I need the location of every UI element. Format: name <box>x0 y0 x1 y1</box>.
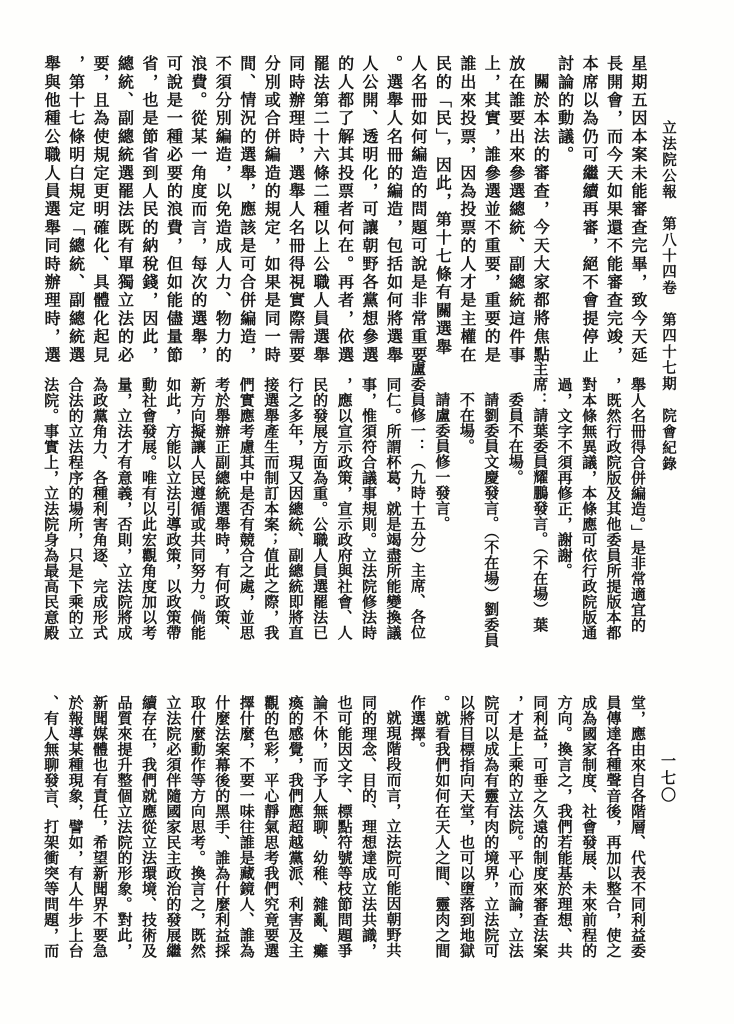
text-column: 如此，方能以立法引導政策，以政策帶 <box>164 376 183 640</box>
text-column: 舉人名冊得合併編造。」是非常適宜的 <box>629 376 647 633</box>
text-column: 間、情況的選舉，應該是可合併編造， <box>237 55 257 365</box>
text-column: 可說是一種必要的浪費，但如能儘量節 <box>164 55 184 365</box>
text-column: 過，文字不須再修正，謝謝。 <box>555 376 574 578</box>
text-column: 要，且為使規定更明確化、具體化起見 <box>91 55 111 365</box>
text-register-top <box>36 37 650 387</box>
text-column: 關於本法的審查，今天大家都將焦點 <box>531 73 551 365</box>
text-column: 本席以為仍可繼續再審，絕不會提停止 <box>580 55 600 365</box>
text-column: 取什麼動作等方向思考。換言之，既然 <box>188 694 207 958</box>
text-register-bottom <box>36 679 650 979</box>
text-column: 人公開、透明化，可讓朝野各黨想參選 <box>360 55 380 365</box>
text-column: 同仁。所謂杯葛，就是竭盡所能變換議 <box>384 376 403 640</box>
text-column: 品質來提升整個立法院的形象。對此， <box>115 694 134 958</box>
text-column: 立法院必須伴隨國家民主政治的發展繼 <box>164 694 183 958</box>
text-column: 為政黨角力、各種利害角逐、完成形式 <box>91 376 110 640</box>
text-column: 同利益，可垂之久遠的制度來審查法案 <box>531 694 550 958</box>
text-column: 對本條無異議，本條應可依行政院版通 <box>580 376 599 640</box>
text-column: 上，其實，誰參選並不重要，重要的是 <box>482 55 502 365</box>
text-column: 擇什麼，不要一味往誰是藏鏡人、誰為 <box>237 694 256 958</box>
text-column: 院可以成為有靈有肉的境界，立法院可 <box>482 694 501 958</box>
text-column: ，才是上乘的立法院。平心而論，立法 <box>506 694 525 958</box>
text-column: 動社會發展。唯有以此宏觀角度加以考 <box>139 376 158 640</box>
text-column: 分別或合併編造的規定，如果是同一時 <box>262 55 282 365</box>
text-column: 人名冊如何編造的問題可說是非常重要 <box>408 55 428 365</box>
text-column: 放在誰要出來參選總統、副總統這件事 <box>506 55 526 365</box>
text-column: 什麼法案幕後的黑手、誰為什麼利益採 <box>213 694 232 958</box>
text-column: 就現階段而言，立法院可能因朝野共 <box>384 710 403 958</box>
text-column: 堂，應由來自各階層、代表不同利益委 <box>629 694 647 958</box>
text-column: 接選舉產生而制訂本案；值此之際，我 <box>262 376 281 640</box>
text-column: 不須分別編造，以免造成人力、物力的 <box>213 55 233 365</box>
text-column: 不在場。 <box>457 392 476 454</box>
text-column: 行之多年，現又因總統、副總統即將直 <box>286 376 305 640</box>
text-column: 於報導某種現象，譬如，有人牛步上台 <box>66 694 85 958</box>
text-column: 長開會，而今天如果還不能審查完竣， <box>604 55 624 365</box>
text-column: 總統、副總統選罷法既有單獨立法的必 <box>115 55 135 365</box>
text-column: ，第十七條明白規定「總統、副總統選 <box>66 55 86 365</box>
text-column: 主席：請葉委員耀鵬發言。（不在場）葉 <box>531 361 550 633</box>
gazette-masthead: 立法院公報 第八十四卷 第四十七期 院會紀錄 <box>660 120 676 472</box>
text-column: 作選擇。 <box>408 694 427 757</box>
text-column: 。就看我們如何在天人之間、靈肉之間 <box>433 694 452 958</box>
text-column: 同的理念、目的、理想達成立法共識， <box>360 694 379 958</box>
page-number: 一七〇 <box>659 753 677 804</box>
text-column: 合法的立法程序的場所，只是下乘的立 <box>66 376 85 640</box>
text-column: 浪費。從某一角度而言，每次的選舉， <box>188 55 208 365</box>
text-column: 同時辦理時，選舉人名冊得視實際需要 <box>286 55 306 365</box>
text-column: 新方向擬讓人民遵循或共同努力。倘能 <box>188 376 207 640</box>
text-column: ，應以宣示政策，宣示政府與社會、人 <box>335 376 354 640</box>
text-column: 成為國家制度、社會發展、未來前程的 <box>580 694 599 958</box>
text-column: ，既然行政院版及其他委員所提版本都 <box>604 376 623 640</box>
text-column: 星期五因本案未能審查完畢，致今天延 <box>629 55 648 365</box>
text-column: 方向。換言之，我們若能基於理想、共 <box>555 694 574 958</box>
text-column: 罷法第二十六條二種以上公職人員選舉 <box>311 55 331 365</box>
text-column: 考於舉辦正副總統選舉時，有何政策、 <box>213 376 232 640</box>
text-column: 量，立法才有意義，否則，立法院將成 <box>115 376 134 640</box>
text-column: 們實應考慮其中是否有競合之處，並思 <box>237 376 256 640</box>
text-column: 法院。事實上，立法院身為最高民意殿 <box>42 376 61 640</box>
text-column: 觀的色彩，平心靜氣思考我們究竟要選 <box>262 694 281 958</box>
text-column: 續存在，我們就應從立法環境、技術及 <box>139 694 158 958</box>
text-column: 省，也是節省到人民的納稅錢，因此， <box>139 55 159 365</box>
text-column: 的人都了解其投票者何在。再者，依選 <box>335 55 355 365</box>
text-column: 請劉委員文慶發言。（不在場）劉委員 <box>482 392 501 648</box>
text-column: 新聞媒體也有責任，希望新聞界不要急 <box>91 694 110 958</box>
text-column: 盧委員修一：（九時十五分）主席、各位 <box>408 361 427 640</box>
text-column: 舉與他種公職人員選舉同時辦理時，選 <box>42 55 62 365</box>
text-column: 民的「民」，因此，第十七條有關選舉 <box>433 55 453 357</box>
text-column: 也可能因文字、標點符號等枝節問題爭 <box>335 694 354 958</box>
text-column: 民的發展方面為重。公職人員選罷法已 <box>311 376 330 640</box>
text-column: 以將目標指向天堂，也可以墮落到地獄 <box>457 694 476 958</box>
text-column: 。選舉人名冊的編造，包括如何將選舉 <box>384 55 404 365</box>
text-column: 論不休，而予人無聊、幼稚、雜亂、癱 <box>311 694 330 958</box>
text-column: 、有人無聊發言、打架衝突等問題，而 <box>42 694 61 958</box>
text-column: 討論的動議。 <box>555 55 575 165</box>
text-column: 委員不在場。 <box>506 392 525 485</box>
text-column: 員傳達各種聲音後，再加以整合，使之 <box>604 694 623 958</box>
text-column: 事，惟須符合議事規則。立法院修法時 <box>360 376 379 640</box>
text-column: 請盧委員修一發言。 <box>433 392 452 532</box>
text-column: 瘓的感覺，我們應超越黨派、利害及主 <box>286 694 305 958</box>
text-column: 誰出來投票，因為投票的人才是主權在 <box>457 55 477 365</box>
text-register-middle <box>36 361 650 661</box>
